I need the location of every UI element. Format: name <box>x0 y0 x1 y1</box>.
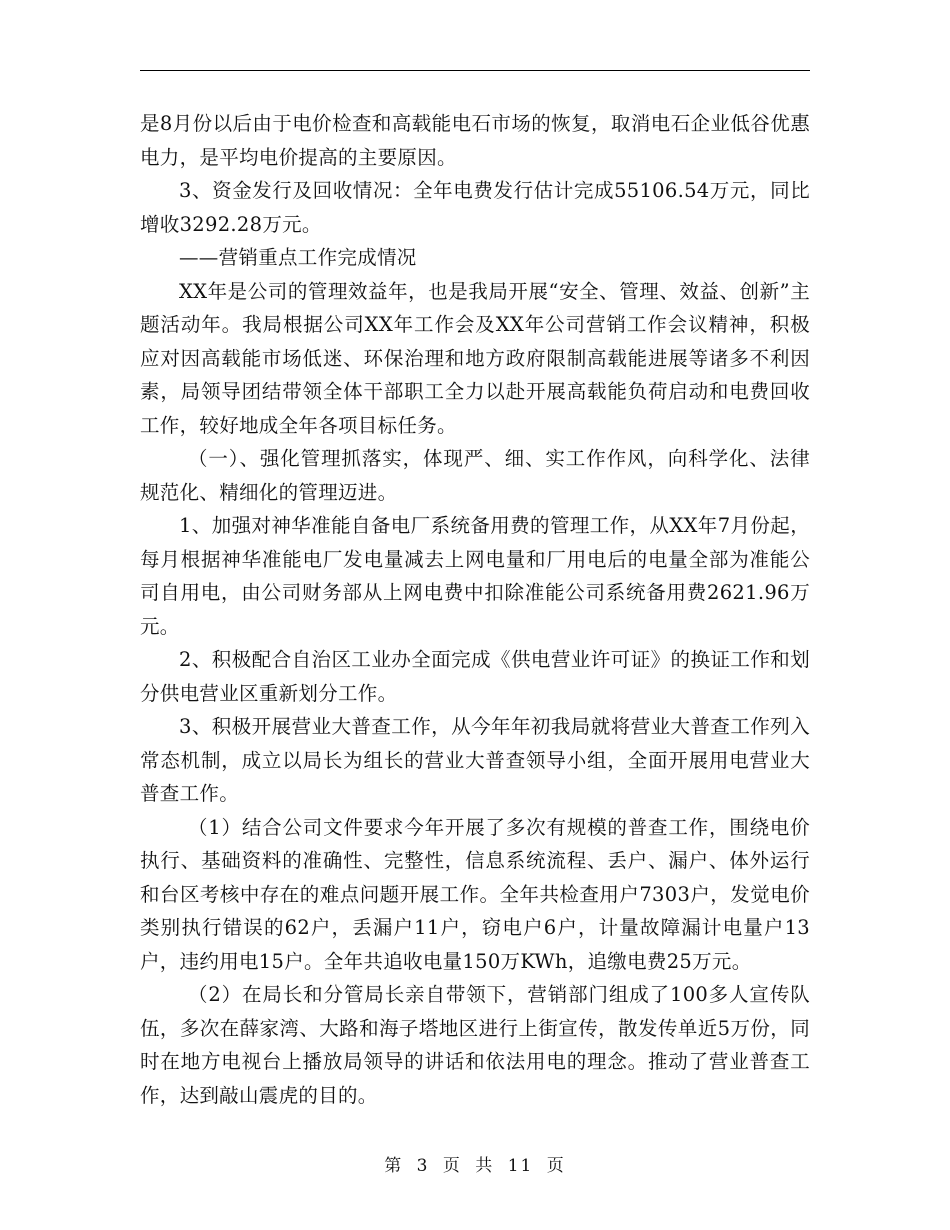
paragraph-item-3: 3、积极开展营业大普查工作，从今年年初我局就将营业大普查工作列入常态机制，成立以局长为组长的营业大普查领导小组，全面开展用电营业大普查工作。 <box>140 715 810 805</box>
total-pages-number: 11 <box>507 1156 534 1176</box>
footer-word: 第 <box>384 1156 404 1176</box>
paragraph-subitem-2: （2）在局长和分管局长亲自带领下，营销部门组成了100多人宣传队伍，多次在薛家湾、大路和海子塔地区进行上街宣传，散发传单近5万份，同时在地方电视台上播放局领导的讲话和依法用电的理念。推动了营业普查工作，达到敲山震虎的目的。 <box>140 983 810 1107</box>
paragraph-fund-collection: 3、资金发行及回收情况：全年电费发行估计完成55106.54万元，同比增收3292.28万元。 <box>140 179 810 236</box>
paragraph-annual-overview: XX年是公司的管理效益年，也是我局开展“安全、管理、效益、创新”主题活动年。我局根据公司XX年工作会及XX年公司营销工作会议精神，积极应对因高载能市场低迷、环保治理和地方政府限制高载能进展等诸多不利因素，局领导团结带领全体干部职工全力以赴开展高载能负荷启动和电费回收工作，较好地成全年各项目标任务。 <box>140 279 810 437</box>
footer-word: 页 <box>546 1156 566 1176</box>
paragraph-subitem-1: （1）结合公司文件要求今年开展了多次有规模的普查工作，围绕电价执行、基础资料的准确性、完整性，信息系统流程、丢户、漏户、体外运行和台区考核中存在的难点问题开展工作。全年共检查用户7303户，发觉电价类别执行错误的62户，丢漏户11户，窃电户6户，计量故障漏计电量户13户，违约用电15户。全年共追收电量150万KWh，追缴电费25万元。 <box>140 815 810 973</box>
footer-word: 共 <box>475 1156 495 1176</box>
paragraph-price-reason: 是8月份以后由于电价检查和高载能电石市场的恢复，取消电石企业低谷优惠电力，是平均电价提高的主要原因。 <box>140 112 810 169</box>
subheading-management: （一）、强化管理抓落实，体现严、细、实工作作风，向科学化、法律规范化、精细化的管理迈进。 <box>140 447 810 504</box>
section-heading-marketing: ——营销重点工作完成情况 <box>179 246 417 269</box>
footer-word: 页 <box>442 1156 462 1176</box>
paragraph-item-1: 1、加强对神华准能自备电厂系统备用费的管理工作，从XX年7月份起，每月根据神华准能电厂发电量减去上网电量和厂用电后的电量全部为准能公司自用电，由公司财务部从上网电费中扣除准能公司系统备用费2621.96万元。 <box>140 514 810 638</box>
current-page-number: 3 <box>416 1156 430 1176</box>
paragraph-item-2: 2、积极配合自治区工业办全面完成《供电营业许可证》的换证工作和划分供电营业区重新划分工作。 <box>140 648 810 705</box>
document-body <box>140 107 810 1112</box>
header-rule <box>140 70 810 71</box>
page-number-footer <box>0 1151 950 1176</box>
